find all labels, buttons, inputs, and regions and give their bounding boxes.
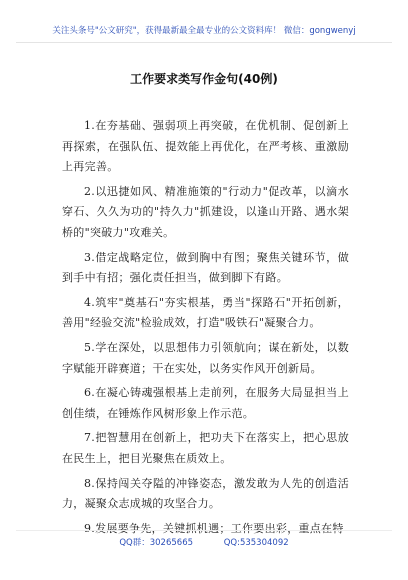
paragraph: 2.以迅捷如风、精准施策的"行动力"促改革，以滴水穿石、久久为功的"持久力"抓建设，以逢山开路、遇水架桥的"突破力"攻难关。 [62,184,349,239]
footer-divider [16,530,392,531]
footer [0,536,408,548]
paragraph: 8.保持闯关夺隘的冲锋姿态，激发敢为人先的创造活力，凝聚众志成城的攻坚合力。 [62,476,349,511]
paragraph: 1.在夯基础、强弱项上再突破，在优机制、促创新上再探索，在强队伍、提效能上再优化，在严考核、重激励上再完善。 [62,119,349,174]
footer-qq-number: QQ:535304092 [223,538,289,548]
paragraph: 4.筑牢"奠基石"夯实根基，勇当"探路石"开拓创新，善用"经验交流"检验成效，打造"吸铁石"凝聚合力。 [62,295,349,330]
header-divider [16,42,392,43]
footer-qq-group: QQ群：30265665 [119,538,194,548]
document-title: 工作要求类写作金句(40例) [130,72,278,86]
paragraph: 3.借定战略定位，做到胸中有图；聚焦关键环节，做到手中有招；强化责任担当，做到脚下有路。 [62,250,349,285]
paragraph: 7.把智慧用在创新上，把功夫下在落实上，把心思放在民生上，把目光聚焦在质效上。 [62,431,349,465]
header-text: 关注头条号"公文研究"，获得最新最全最专业的公文资料库！ 微信：gongwenyj [52,26,356,36]
paragraph: 6.在凝心铸魂强根基上走前列，在服务大局显担当上创佳绩，在锤炼作风树形象上作示范。 [62,386,349,420]
paragraph: 9.发展要争先，关键抓机遇；工作要出彩，重点在特 [84,521,344,535]
document-body [62,116,349,543]
paragraph: 5.学在深处，以思想伟力引领航向；谋在新处，以数字赋能开辟赛道；干在实处，以务实作风开创新局。 [62,340,349,375]
